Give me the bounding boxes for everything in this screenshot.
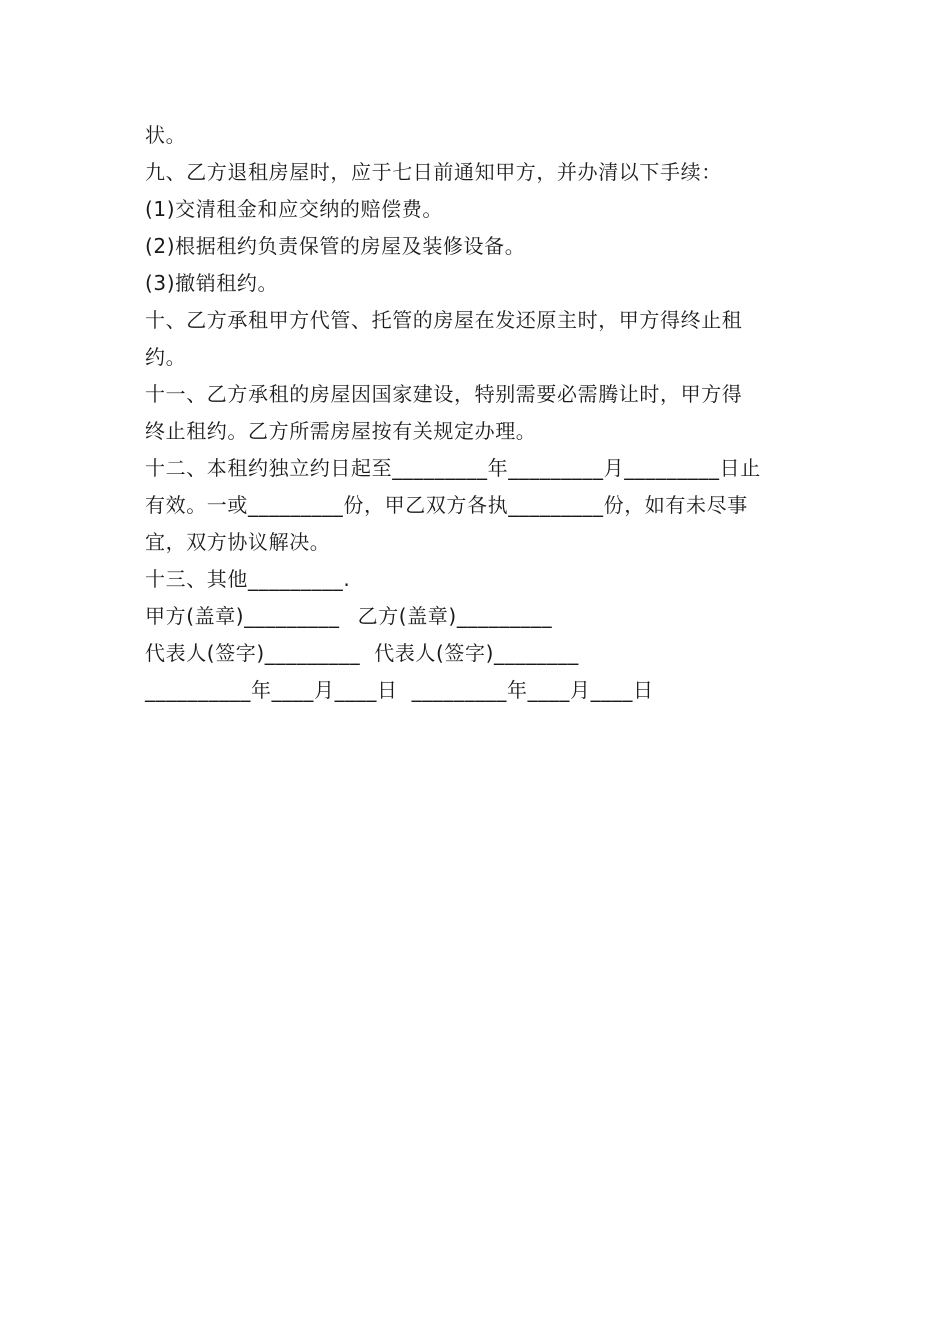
- signature-seal-row: [145, 598, 807, 635]
- clause-10-cont: 约。: [145, 345, 187, 369]
- party-b-date: _________年____月____日: [411, 678, 654, 702]
- clause-13: 十三、其他_________.: [145, 567, 351, 591]
- party-a-seal: 甲方(盖章)_________: [145, 604, 340, 628]
- signature-date-row: [145, 672, 807, 709]
- party-b-representative: 代表人(签字)________: [374, 641, 579, 665]
- clause-12: 十二、本租约独立约日起至_________年_________月_________日止: [145, 456, 761, 480]
- clause-11: 十一、乙方承租的房屋因国家建设，特别需要必需腾让时，甲方得: [145, 382, 743, 406]
- clause-9-item-1: (1)交清租金和应交纳的赔偿费。: [145, 197, 443, 221]
- text-line: 状。: [145, 123, 187, 147]
- party-b-seal: 乙方(盖章)_________: [357, 604, 553, 628]
- clause-10: 十、乙方承租甲方代管、托管的房屋在发还原主时，甲方得终止租: [145, 308, 743, 332]
- party-a-date: __________年____月____日: [145, 678, 398, 702]
- signature-rep-row: [145, 635, 807, 672]
- clause-12-end: 宜，双方协议解决。: [145, 530, 331, 554]
- party-a-representative: 代表人(签字)_________: [145, 641, 361, 665]
- contract-text: [145, 117, 807, 709]
- clause-9-item-2: (2)根据租约负责保管的房屋及装修设备。: [145, 234, 526, 258]
- clause-12-cont: 有效。一或_________份，甲乙双方各执_________份，如有未尽事: [145, 493, 748, 517]
- clause-9-item-3: (3)撤销租约。: [145, 271, 279, 295]
- clause-11-cont: 终止租约。乙方所需房屋按有关规定办理。: [145, 419, 537, 443]
- clause-9: 九、乙方退租房屋时，应于七日前通知甲方，并办清以下手续：: [145, 160, 722, 184]
